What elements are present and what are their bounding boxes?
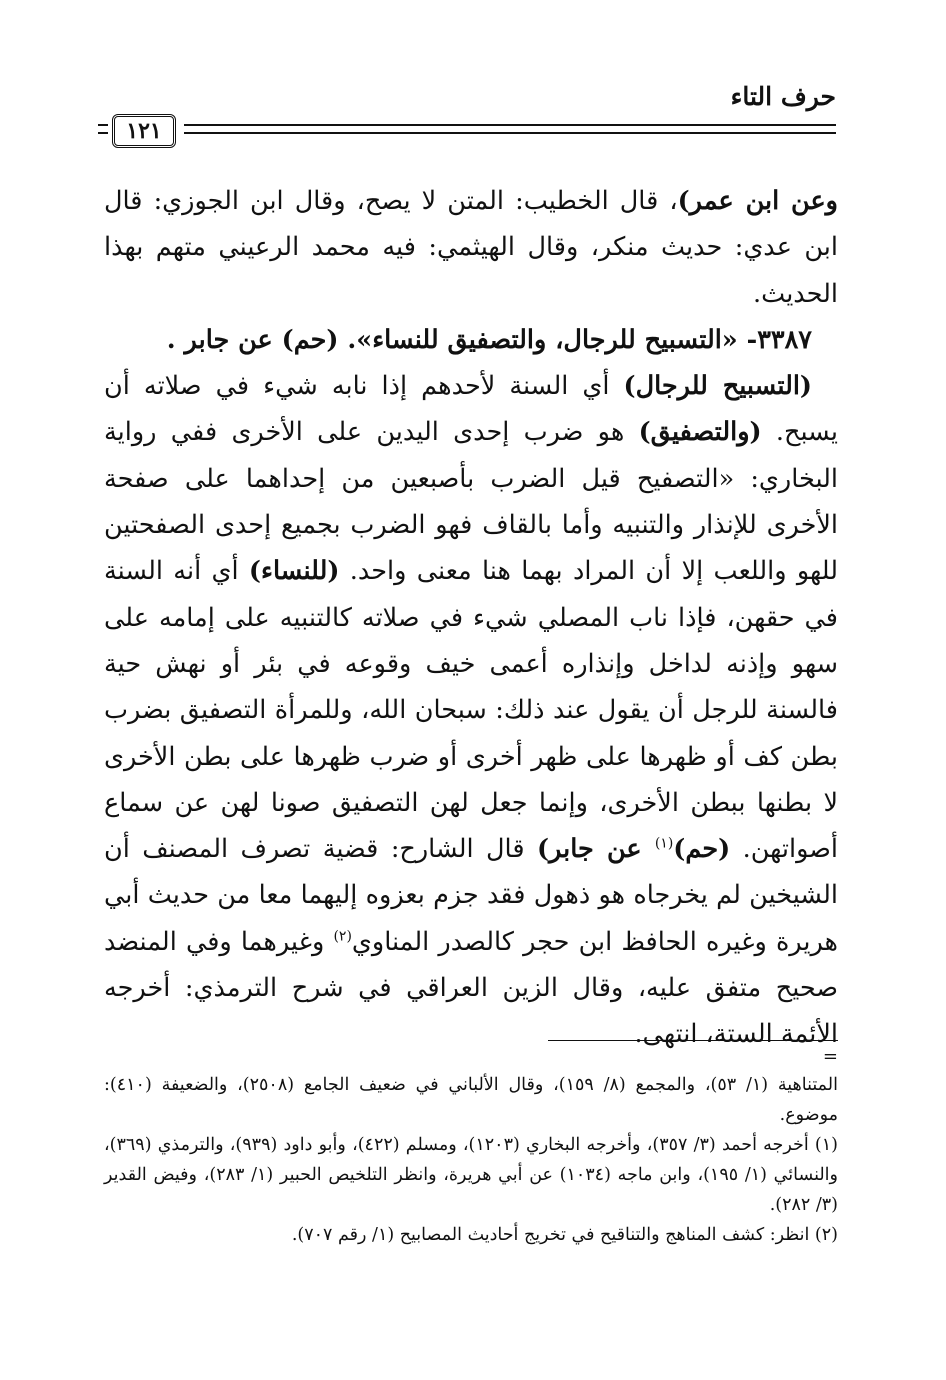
text-bold: (للنساء) <box>248 556 340 587</box>
main-text <box>104 178 838 1058</box>
text-run: ، قال الخطيب: المتن لا يصح، وقال ابن الجوزي: قال ابن عدي: حديث منكر، وقال الهيثمي: فيه محمد الرعيني متهم بهذا الحديث. <box>104 186 838 309</box>
text-run: قال الشارح: قضية تصرف المصنف أن الشيخين لم يخرجاه هو ذهول فقد جزم بعزوه إليهما معا من حديث أبي هريرة وغيره الحافظ ابن حجر كالصدر المناوي <box>104 834 838 957</box>
footnote-2: (٢) انظر: كشف المناهج والتناقيح في تخريج أحاديث المصابيح (١/ رقم ٧٠٧). <box>291 1225 838 1245</box>
text-run: أي السنة لأحدهم إذا نابه شيء في صلاته أن يسبح. <box>104 371 838 448</box>
header-double-rule <box>184 124 836 134</box>
footnote-ref-1[interactable]: (١) <box>654 835 674 852</box>
footnotes <box>104 1070 838 1250</box>
paragraph-1 <box>104 178 838 317</box>
header-rule-tick <box>98 124 108 134</box>
hadith-heading <box>104 317 838 363</box>
text-run: أي أنه السنة في حقهن، فإذا ناب المصلي شيء في صلاته كالتنبيه على إمامه على سهو وإذنه لداخل وإنذاره أعمى خيف وقوعه في بئر أو نهش حية فالسنة للرجل أن يقول عند ذلك: سبحان الله، وللمرأة التصفيق بضرب بطن كف أو ظهرها على ظهر أخرى أو ضرب ظهرها على بطن الأخرى لا بطنها ببطن الأخرى، وإنما جعل لهن التصفيق صونا لهن عن سماع أصواتهن. <box>104 556 838 865</box>
text-run: هو ضرب إحدى اليدين على الأخرى ففي رواية البخاري: «التصفيح قيل الضرب بأصبعين من إحداهما على صفحة الأخرى للإنذار والتنبيه وأما بالقاف فهو الضرب بجميع إحدى الصفحتين للهو واللعب إلا أن المراد بهما هنا معنى واحد. <box>104 417 838 587</box>
text-run: وغيرهما وفي المنضد صحيح متفق عليه، وقال الزين العراقي في شرح الترمذي: أخرجه الأئمة الستة، انتهى. <box>104 926 838 1050</box>
text-bold: ٣٣٨٧- «التسبيح للرجال، والتصفيق للنساء». (حم) عن جابر . <box>166 324 812 355</box>
footnote-divider <box>548 1040 838 1041</box>
text-bold: عن جابر) <box>536 834 655 865</box>
footnote-continuation: المتناهية (١/ ٥٣)، والمجمع (٨/ ١٥٩)، وقال الألباني في ضعيف الجامع (٢٥٠٨)، والضعيفة (٤١٠): موضوع. <box>104 1075 838 1125</box>
footnote-1: (١) أخرجه أحمد (٣/ ٣٥٧)، وأخرجه البخاري (١٢٠٣)، ومسلم (٤٢٢)، وأبو داود (٩٣٩)، والترمذي (٣٦٩)، والنسائي (١/ ١٩٥)، وابن ماجه (١٠٣٤) عن أبي هريرة، وانظر التلخيص الحبير (١/ ٢٨٣)، وفيض القدير (٣/ ٢٨٢). <box>104 1135 838 1215</box>
text-bold: (حم) <box>673 834 731 865</box>
footnote-continuation-mark: = <box>822 1046 838 1067</box>
text-bold: (والتصفيق) <box>638 417 762 448</box>
text-bold: وعن ابن عمر) <box>677 186 838 216</box>
footnote-ref-2[interactable]: (٢) <box>333 928 352 945</box>
running-header-title: حرف التاء <box>730 82 836 111</box>
text-bold: (التسبيح للرجال) <box>623 371 812 402</box>
commentary-paragraph <box>104 363 838 1057</box>
page-number: ١٢١ <box>112 114 176 148</box>
